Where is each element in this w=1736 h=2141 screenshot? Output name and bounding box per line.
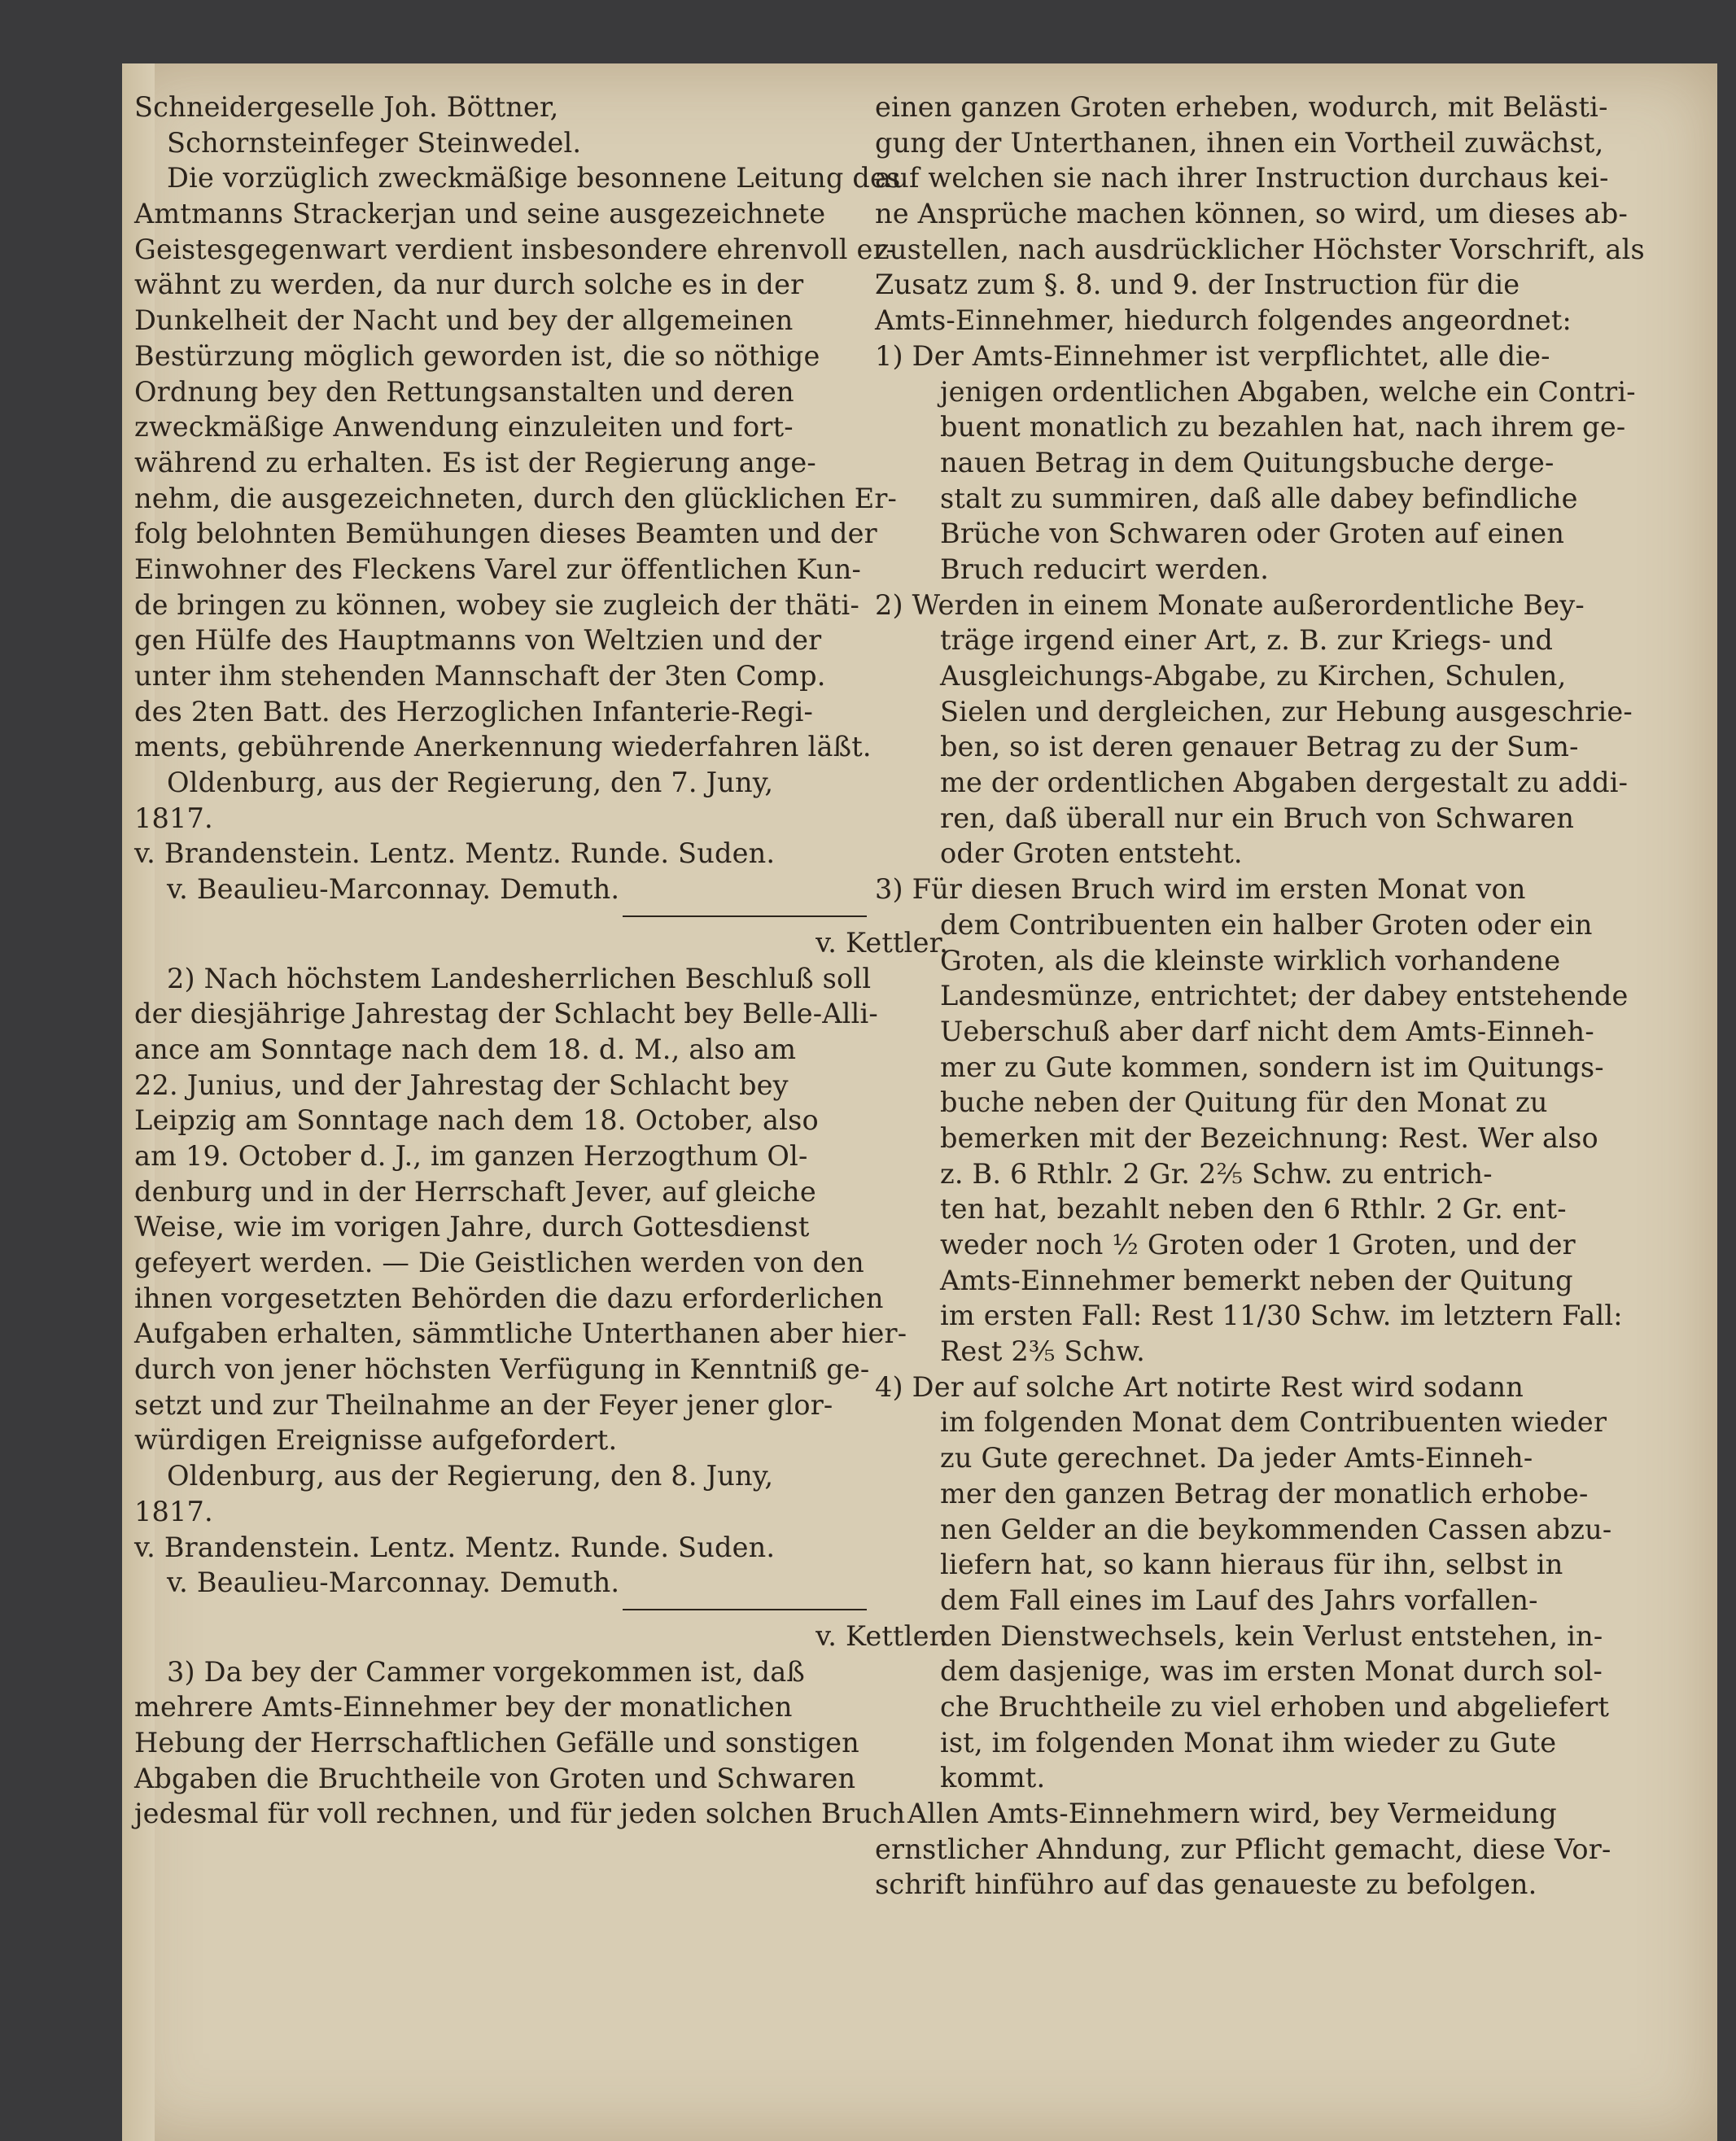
text-line: bemerken mit der Bezeichnung: Rest. Wer also <box>940 1121 1598 1154</box>
text-line: liefern hat, so kann hieraus für ihn, selbst in <box>940 1549 1563 1581</box>
text-line: denburg und in der Herrschaft Jever, auf gleiche <box>134 1175 816 1208</box>
text-line: würdigen Ereignisse aufgefordert. <box>134 1424 618 1457</box>
text-line: ernstlicher Ahndung, zur Pflicht gemacht, diese Vor- <box>875 1833 1611 1865</box>
separator-rule <box>623 1609 867 1610</box>
text-line: mer den ganzen Betrag der monatlich erhobe- <box>940 1477 1589 1510</box>
text-line: ten hat, bezahlt neben den 6 Rthlr. 2 Gr. ent- <box>940 1193 1567 1226</box>
text-line: während zu erhalten. Es ist der Regierung ange- <box>134 446 816 478</box>
text-line: Landesmünze, entrichtet; der dabey entstehende <box>940 980 1629 1012</box>
text-line: Bruch reducirt werden. <box>940 553 1270 585</box>
text-line: kommt. <box>940 1762 1046 1794</box>
text-line: am 19. October d. J., im ganzen Herzogthum Ol- <box>134 1139 808 1172</box>
text-line: setzt und zur Theilnahme an der Feyer jener glor- <box>134 1388 833 1421</box>
text-line: Geistesgegenwart verdient insbesondere ehrenvoll er- <box>134 233 896 265</box>
text-line: 3) Da bey der Cammer vorgekommen ist, daß <box>167 1655 805 1688</box>
left-text-column <box>134 90 981 1832</box>
text-line: Bestürzung möglich geworden ist, die so nöthige <box>134 339 820 372</box>
text-line: Groten, als die kleinste wirklich vorhandene <box>940 944 1561 977</box>
text-line: gung der Unterthanen, ihnen ein Vortheil zuwächst, <box>875 126 1604 159</box>
text-line: jedesmal für voll rechnen, und für jeden solchen Bruch <box>134 1798 906 1830</box>
text-line: wähnt zu werden, da nur durch solche es in der <box>134 269 804 301</box>
text-line: ihnen vorgesetzten Behörden die dazu erforderlichen <box>134 1282 884 1314</box>
text-line: Weise, wie im vorigen Jahre, durch Gottesdienst <box>134 1211 810 1243</box>
text-line: im folgenden Monat dem Contribuenten wieder <box>940 1406 1607 1439</box>
text-line: Ordnung bey den Rettungsanstalten und deren <box>134 375 794 408</box>
text-line: Sielen und dergleichen, zur Hebung ausgeschrie- <box>940 695 1633 728</box>
text-line: 1817. <box>134 802 213 834</box>
right-text-column <box>875 90 1645 1903</box>
text-line: buent monatlich zu bezahlen hat, nach ihrem ge- <box>940 411 1626 443</box>
text-line: v. Kettler. <box>816 1619 948 1652</box>
text-line: ren, daß überall nur ein Bruch von Schwaren <box>940 802 1575 834</box>
text-line: ist, im folgenden Monat ihm wieder zu Gute <box>940 1726 1557 1759</box>
text-line: Allen Amts-Einnehmern wird, bey Vermeidung <box>907 1798 1557 1829</box>
text-line: Oldenburg, aus der Regierung, den 7. Juny, <box>167 767 774 799</box>
text-line: v. Beaulieu-Marconnay. Demuth. <box>167 873 620 906</box>
text-line: nauen Betrag in dem Quitungsbuche derge- <box>940 446 1555 478</box>
text-line: Amts-Einnehmer bemerkt neben der Quitung <box>940 1264 1573 1296</box>
text-line: 4) Der auf solche Art notirte Rest wird sodann <box>875 1370 1524 1403</box>
text-line: buche neben der Quitung für den Monat zu <box>940 1086 1548 1119</box>
text-line: mehrere Amts-Einnehmer bey der monatlichen <box>134 1691 793 1724</box>
text-line: ance am Sonntage nach dem 18. d. M., also am <box>134 1033 797 1065</box>
text-line: ne Ansprüche machen können, so wird, um dieses ab- <box>875 198 1629 230</box>
text-line: me der ordentlichen Abgaben dergestalt zu addi- <box>940 767 1629 799</box>
text-line: stalt zu summiren, daß alle dabey befindliche <box>940 482 1578 514</box>
text-line: Ausgleichungs-Abgabe, zu Kirchen, Schulen, <box>940 660 1567 692</box>
text-line: ments, gebührende Anerkennung wiederfahren läßt. <box>134 731 872 763</box>
text-line: dem dasjenige, was im ersten Monat durch sol- <box>940 1655 1603 1688</box>
text-line: Ueberschuß aber darf nicht dem Amts-Einneh- <box>940 1015 1594 1047</box>
separator-rule <box>623 915 867 917</box>
text-line: jenigen ordentlichen Abgaben, welche ein Contri- <box>940 375 1636 408</box>
text-line: Abgaben die Bruchtheile von Groten und Schwaren <box>134 1762 856 1794</box>
text-line: che Bruchtheile zu viel erhoben und abgeliefert <box>940 1690 1610 1723</box>
text-line: v. Brandenstein. Lentz. Mentz. Runde. Suden. <box>134 1531 776 1563</box>
text-line: 1) Der Amts-Einnehmer ist verpflichtet, alle die- <box>875 339 1550 372</box>
text-line: nen Gelder an die beykommenden Cassen abzu- <box>940 1513 1612 1545</box>
text-line: oder Groten entsteht. <box>940 837 1243 870</box>
text-line: 22. Junius, und der Jahrestag der Schlacht bey <box>134 1068 789 1101</box>
text-line: Brüche von Schwaren oder Groten auf einen <box>940 518 1565 550</box>
text-line: den Dienstwechsels, kein Verlust entstehen, in- <box>940 1619 1603 1652</box>
text-line: träge irgend einer Art, z. B. zur Kriegs- und <box>940 624 1554 657</box>
text-line: ben, so ist deren genauer Betrag zu der Sum- <box>940 731 1579 763</box>
text-line: 2) Werden in einem Monate außerordentliche Bey- <box>875 588 1585 621</box>
text-line: Dunkelheit der Nacht und bey der allgemeinen <box>134 304 794 337</box>
text-line: Amts-Einnehmer, hiedurch folgendes angeordnet: <box>875 304 1572 337</box>
text-line: mer zu Gute kommen, sondern ist im Quitungs- <box>940 1051 1604 1083</box>
text-line: 3) Für diesen Bruch wird im ersten Monat von <box>875 873 1526 906</box>
text-line: Aufgaben erhalten, sämmtliche Unterthanen aber hier- <box>134 1317 907 1350</box>
text-line: gen Hülfe des Hauptmanns von Weltzien und der <box>134 624 822 657</box>
text-line: nehm, die ausgezeichneten, durch den glücklichen Er- <box>134 482 898 514</box>
text-line: Schneidergeselle Joh. Böttner, <box>134 91 559 123</box>
text-line: v. Beaulieu-Marconnay. Demuth. <box>167 1566 620 1599</box>
text-line: v. Brandenstein. Lentz. Mentz. Runde. Suden. <box>134 837 776 870</box>
text-line: gefeyert werden. — Die Geistlichen werden von den <box>134 1247 864 1278</box>
text-line: einen ganzen Groten erheben, wodurch, mit Belästi- <box>875 91 1608 123</box>
text-line: des 2ten Batt. des Herzoglichen Infanterie-Regi- <box>134 695 814 728</box>
text-line: zu Gute gerechnet. Da jeder Amts-Einneh- <box>940 1442 1533 1475</box>
text-line: Rest 2⅗ Schw. <box>940 1335 1146 1368</box>
text-line: der diesjährige Jahrestag der Schlacht bey Belle-Alli- <box>134 998 878 1030</box>
text-line: dem Fall eines im Lauf des Jahrs vorfallen- <box>940 1584 1538 1616</box>
text-line: zustellen, nach ausdrücklicher Höchster Vorschrift, als <box>875 233 1645 265</box>
text-line: 2) Nach höchstem Landesherrlichen Beschluß soll <box>167 962 872 994</box>
text-line: 1817. <box>134 1495 213 1527</box>
text-line: Oldenburg, aus der Regierung, den 8. Juny, <box>167 1460 774 1492</box>
text-line: de bringen zu können, wobey sie zugleich der thäti- <box>134 588 859 621</box>
text-line: Leipzig am Sonntage nach dem 18. October, also <box>134 1104 819 1137</box>
text-line: z. B. 6 Rthlr. 2 Gr. 2⅖ Schw. zu entrich- <box>940 1157 1493 1190</box>
text-line: Die vorzüglich zweckmäßige besonnene Leitung des <box>167 162 901 194</box>
text-line: zweckmäßige Anwendung einzuleiten und fort- <box>134 411 794 443</box>
text-line: Hebung der Herrschaftlichen Gefälle und sonstigen <box>134 1726 859 1759</box>
text-line: v. Kettler. <box>816 926 948 959</box>
text-line: auf welchen sie nach ihrer Instruction durchaus kei- <box>875 162 1609 194</box>
text-line: dem Contribuenten ein halber Groten oder ein <box>940 908 1593 941</box>
text-line: Amtmanns Strackerjan und seine ausgezeichnete <box>134 198 826 230</box>
text-line: schrift hinführo auf das genaueste zu befolgen. <box>875 1868 1537 1901</box>
text-line: Einwohner des Fleckens Varel zur öffentlichen Kun- <box>134 553 862 585</box>
text-line: im ersten Fall: Rest 11/30 Schw. im letztern Fall: <box>940 1300 1623 1332</box>
text-line: weder noch ½ Groten oder 1 Groten, und der <box>940 1229 1576 1261</box>
text-line: durch von jener höchsten Verfügung in Kenntniß ge- <box>134 1353 870 1386</box>
text-line: unter ihm stehenden Mannschaft der 3ten Comp. <box>134 660 826 692</box>
text-line: Schornsteinfeger Steinwedel. <box>167 126 582 159</box>
text-line: Zusatz zum §. 8. und 9. der Instruction für die <box>875 269 1520 301</box>
text-line: folg belohnten Bemühungen dieses Beamten und der <box>134 518 877 550</box>
